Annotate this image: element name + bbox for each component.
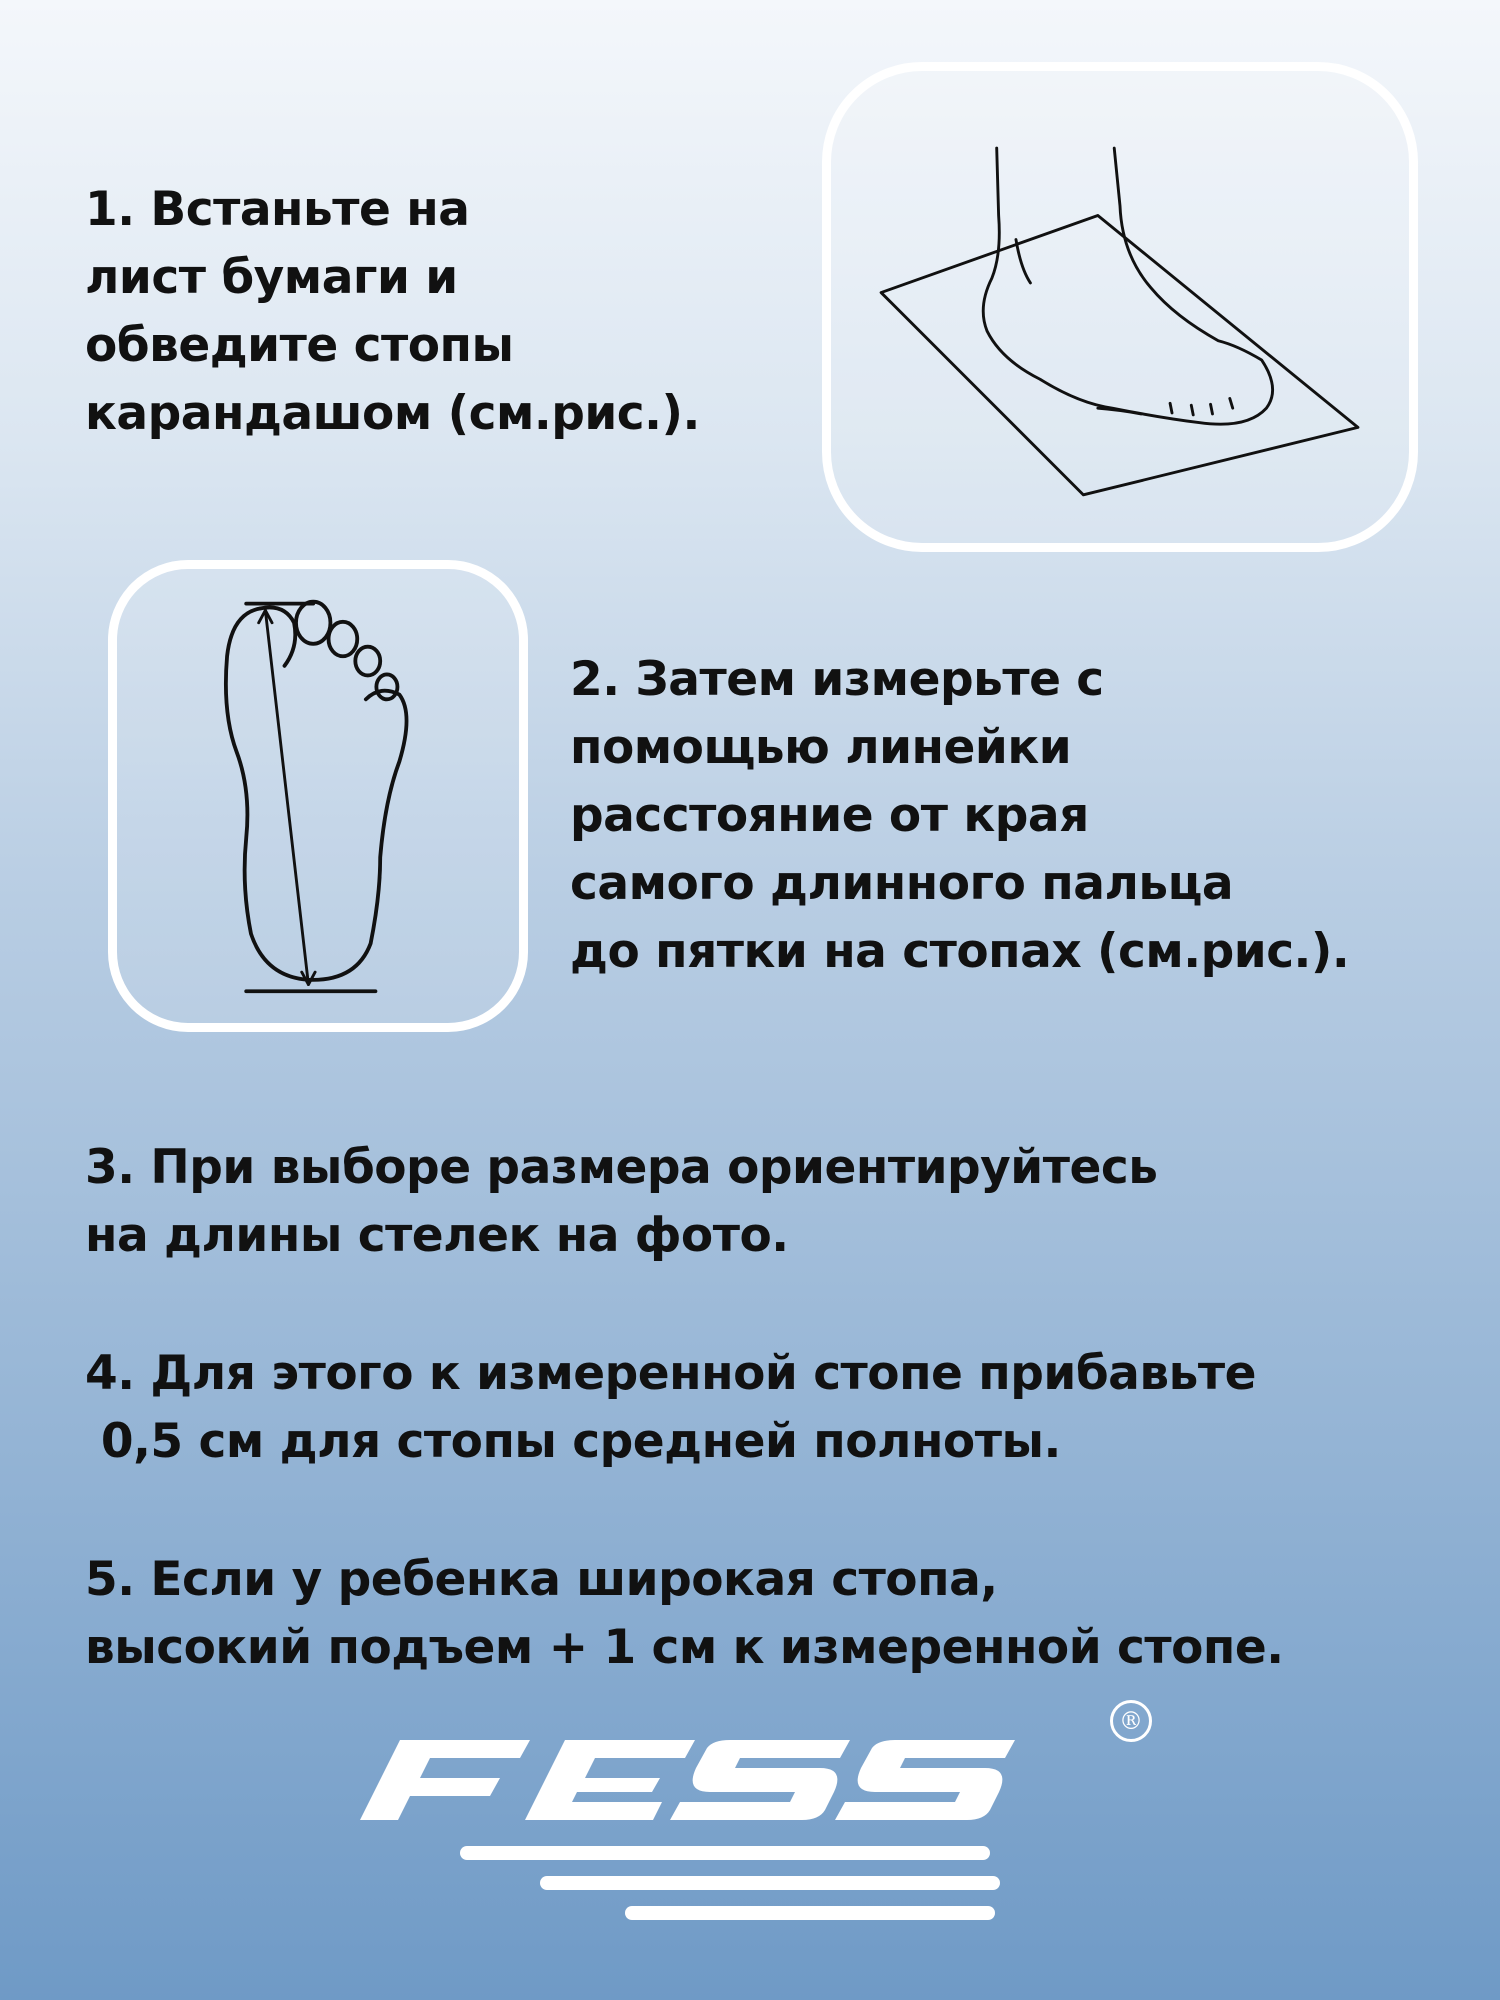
fess-logo-text: FESS bbox=[340, 1700, 343, 1701]
step-4-text: 4. Для этого к измеренной стопе прибавьте 0,5 см для стопы средней полноты. bbox=[85, 1346, 1256, 1469]
registered-mark: ® bbox=[1110, 1700, 1152, 1742]
step-2-text: 2. Затем измерьте с помощью линейки расстояние от края самого длинного пальца до пятки на стопах (см.рис.). bbox=[570, 652, 1350, 979]
foot-on-paper-card bbox=[822, 62, 1418, 552]
foot-on-paper-icon bbox=[831, 71, 1409, 543]
step-3-text: 3. При выборе размера ориентируйтесь на длины стелек на фото. bbox=[85, 1140, 1158, 1263]
step-1-text: 1. Встаньте на лист бумаги и обведите стопы карандашом (см.рис.). bbox=[85, 182, 700, 441]
foot-outline-measure-icon bbox=[117, 569, 519, 1023]
fess-logo bbox=[340, 1700, 1160, 1940]
step-5-text: 5. Если у ребенка широкая стопа, высокий подъем + 1 см к измеренной стопе. bbox=[85, 1552, 1284, 1675]
foot-measure-card bbox=[108, 560, 528, 1032]
